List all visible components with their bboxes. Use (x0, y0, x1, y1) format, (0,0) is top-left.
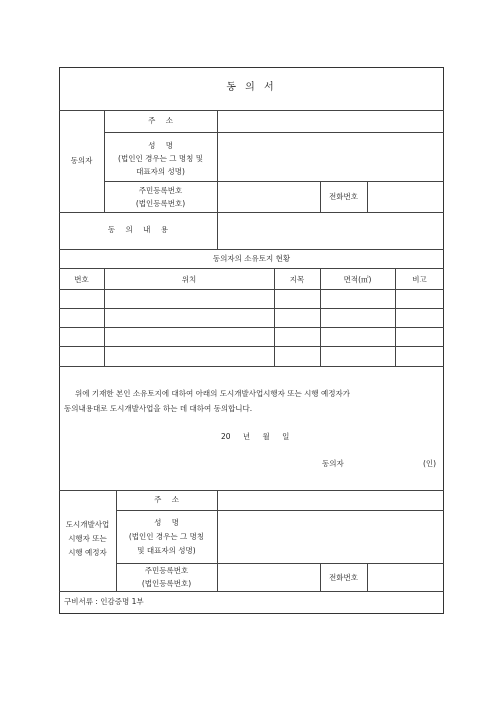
developer-label: 시행 예정자 (68, 548, 107, 557)
developer-reg-label: 주민등록번호 (144, 566, 189, 575)
consenter-reg-field[interactable] (217, 182, 320, 212)
developer-name-field[interactable] (217, 511, 443, 563)
consenter-phone-label: 전화번호 (329, 192, 358, 201)
signer-label: 동의자 (322, 459, 344, 468)
table-row[interactable] (60, 290, 443, 308)
divider (59, 268, 444, 269)
consent-content-field[interactable] (217, 213, 443, 249)
table-row[interactable] (60, 309, 443, 327)
developer-name-note: 및 대표자의 성명) (137, 546, 196, 555)
developer-name-label: 성 명 (154, 518, 179, 527)
divider (59, 591, 444, 592)
developer-reg-field[interactable] (217, 564, 320, 591)
divider (59, 366, 444, 367)
consenter-address-label: 주 소 (148, 116, 173, 125)
consenter-reg-note: (법인등록번호) (135, 199, 186, 208)
developer-phone-field[interactable] (367, 564, 443, 591)
developer-address-label: 주 소 (154, 495, 179, 504)
developer-label: 시행자 또는 (68, 534, 107, 543)
table-row[interactable] (60, 328, 443, 346)
land-table-header: 지목 (289, 275, 305, 284)
consenter-name-label: 성 명 (148, 141, 173, 150)
developer-name-note: (법인인 경우는 그 명칭 (128, 532, 205, 541)
consenter-reg-label: 주민등록번호 (138, 186, 183, 195)
statement-line: 위에 기재한 본인 소유토지에 대하여 아래의 도시개발사업시행자 또는 시행 예정자가 (75, 389, 351, 398)
developer-reg-note: (법인등록번호) (141, 579, 192, 588)
land-table-header: 면적(㎡) (343, 275, 372, 284)
date-line: 20 년 월 일 (221, 432, 290, 441)
attachments-note: 구비서류 : 인감증명 1부 (64, 597, 144, 606)
land-table-caption: 동의자의 소유토지 현황 (212, 254, 291, 263)
land-table-header: 위치 (181, 275, 197, 284)
consenter-name-field[interactable] (217, 133, 443, 181)
form-title: 동 의 서 (226, 82, 277, 93)
seal-mark: (인) (423, 459, 437, 468)
consent-content-label: 동 의 내 용 (107, 225, 169, 234)
divider (59, 249, 444, 250)
land-table-header: 비고 (412, 275, 427, 284)
land-table-header: 번호 (74, 275, 89, 284)
consenter-address-field[interactable] (217, 111, 443, 132)
consenter-label: 동의자 (70, 156, 93, 165)
developer-phone-label: 전화번호 (329, 573, 358, 582)
statement-line: 동의내용대로 도시개발사업을 하는 데 대하여 동의합니다. (64, 404, 253, 413)
consenter-name-note: 대표자의 성명) (136, 167, 185, 176)
consenter-name-note: (법인인 경우는 그 명칭 및 (118, 154, 203, 163)
table-row[interactable] (60, 347, 443, 366)
signer-name-field[interactable] (355, 456, 419, 470)
developer-label: 도시개발사업 (65, 520, 110, 529)
developer-address-field[interactable] (217, 491, 443, 510)
consenter-phone-field[interactable] (367, 182, 443, 212)
